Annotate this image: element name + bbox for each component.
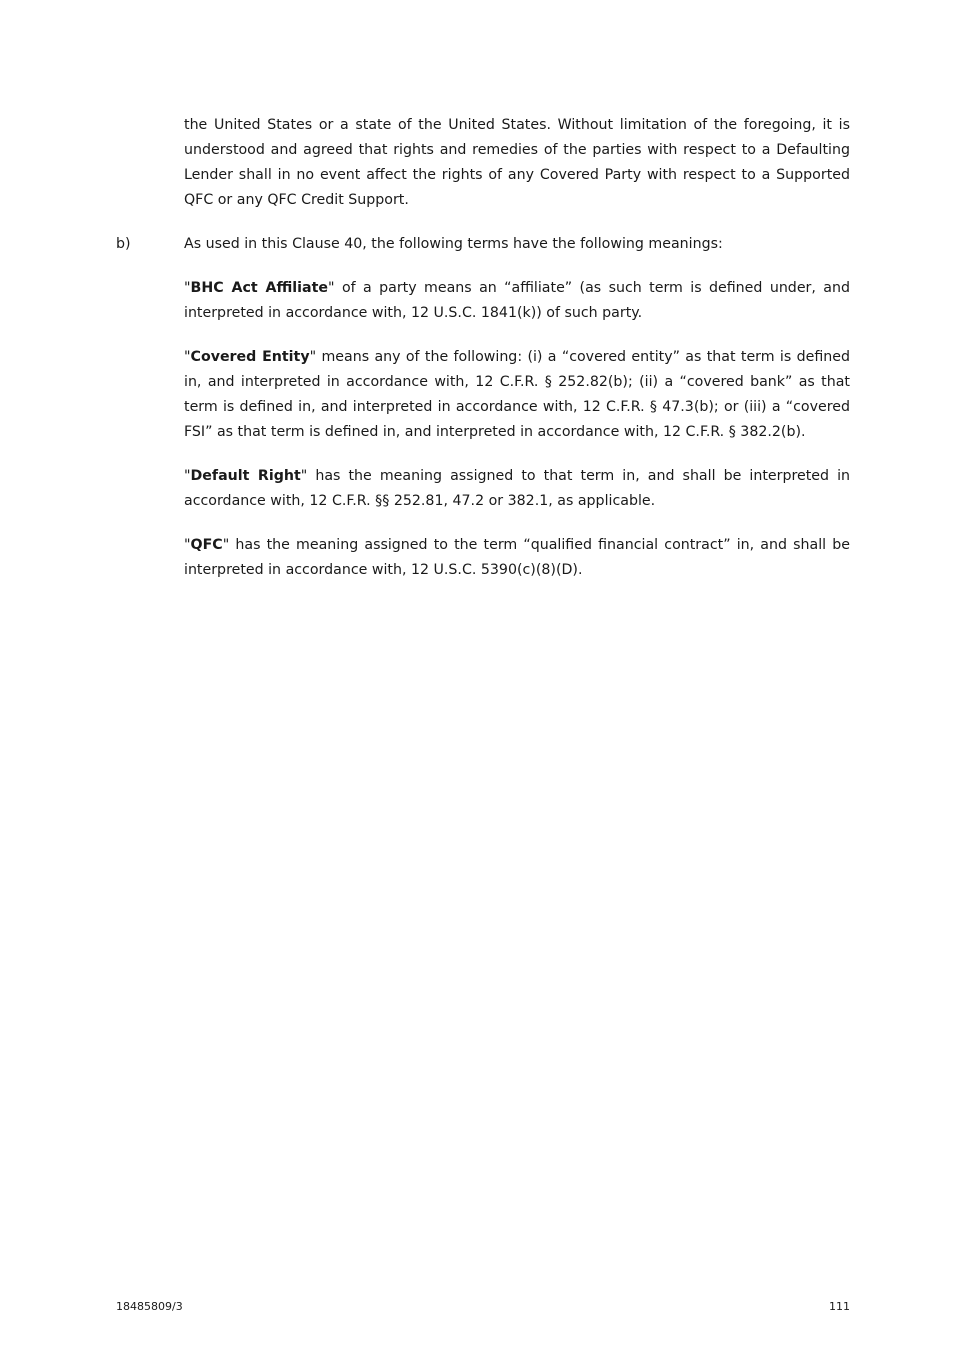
defined-term: Default Right (190, 468, 301, 484)
definition-covered-entity (184, 345, 850, 445)
close-quote: " (300, 468, 308, 484)
definition-bhc-act-affiliate (184, 276, 850, 326)
definition-default-right (184, 464, 850, 514)
footer-document-reference: 18485809/3 (116, 1300, 183, 1313)
defined-term: QFC (190, 537, 223, 553)
continuation-paragraph: the United States or a state of the United States. Without limitation of the foregoing, it is understood and agreed that rights and remedies of the parties with respect to a Defaulting Lender shall in no event affect the rights of any Covered Party with respect to a Supported QFC or any QFC Credit Support. (184, 117, 850, 208)
list-item-b-intro: As used in this Clause 40, the following terms have the following meanings: (184, 236, 723, 252)
open-quote: " (184, 468, 191, 484)
definition-qfc (184, 533, 850, 583)
definition-text: means any of the following: (i) a “covered entity” as that term is defined in, and interpreted in accordance with, 12 C.F.R. § 252.82(b); (ii) a “covered bank” as that term is defined in, and interpreted in accordance with, 12 C.F.R. § 47.3(b); or (iii) a “covered FSI” as that term is defined in, and interpreted in accordance with, 12 C.F.R. § 382.2(b). (184, 349, 851, 440)
close-quote: " (328, 280, 335, 296)
open-quote: " (184, 537, 191, 553)
close-quote: " (309, 349, 317, 365)
footer-page-number: 111 (829, 1300, 850, 1313)
definition-text: of a party means an “affiliate” (as such term is defined under, and interpreted in accordance with, 12 U.S.C. 1841(k)) of such party. (184, 280, 850, 321)
open-quote: " (184, 280, 191, 296)
definition-text: has the meaning assigned to that term in, and shall be interpreted in accordance with, 12 C.F.R. §§ 252.81, 47.2 or 382.1, as applicable. (184, 468, 851, 509)
close-quote: " (222, 537, 230, 553)
defined-term: Covered Entity (190, 349, 310, 365)
open-quote: " (184, 349, 191, 365)
definition-text: has the meaning assigned to the term “qualified financial contract” in, and shall be interpreted in accordance with, 12 U.S.C. 5390(c)(8)(D). (184, 537, 850, 578)
defined-term: BHC Act Affiliate (190, 280, 328, 296)
list-item-label-b: b) (116, 236, 131, 252)
